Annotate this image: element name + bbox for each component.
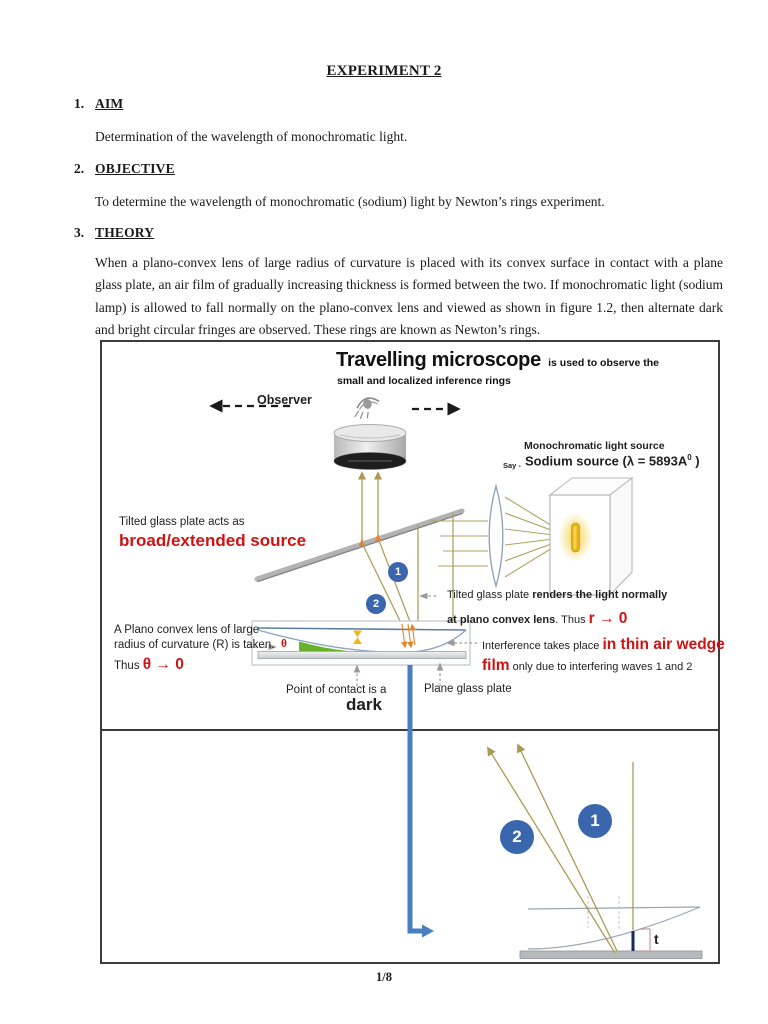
plano-note-line3: Thus θ → 0	[114, 656, 184, 673]
wave-2-badge: 2	[366, 594, 386, 614]
interference-note-line2: film only due to interfering waves 1 and 2	[482, 657, 693, 674]
microscope-caption-1: is used to observe the	[548, 357, 659, 369]
interference-note-line1: Interference takes place in thin air wedge	[482, 636, 725, 653]
normal-note-line2: at plano convex lens. Thus r → 0	[447, 610, 628, 627]
microscope-objective	[334, 425, 406, 470]
detail-base-plate	[520, 951, 702, 959]
wave-1-badge: 1	[388, 562, 408, 582]
source-say-label: Say -	[503, 461, 521, 470]
condenser-lens	[489, 486, 503, 586]
section-3-heading: THEORY	[95, 225, 155, 240]
plane-glass-plate-bar	[258, 652, 466, 659]
wave-2-badge-detail: 2	[500, 820, 534, 854]
normal-note-line1: Tilted glass plate renders the light normally	[447, 589, 668, 601]
microscope-title: Travelling microscope	[336, 349, 541, 371]
source-label-2: Sodium source ($\lambda = 5893A^0$ )	[525, 453, 700, 469]
page-number: 1/8	[376, 970, 392, 984]
plano-note-line2: radius of curvature (R) is taken.	[114, 639, 275, 651]
newtons-rings-figure	[100, 340, 725, 964]
detail-convex-surface	[528, 907, 700, 949]
thickness-bracket	[640, 929, 650, 951]
microscope-caption-2: small and localized inference rings	[337, 375, 511, 387]
observer-label: Observer	[257, 393, 312, 407]
section-2-number: 2.	[74, 161, 85, 176]
observer-eye-icon	[352, 396, 382, 421]
section-2-body: To determine the wavelength of monochromatic (sodium) light by Newton’s rings experiment.	[95, 194, 605, 209]
observer-scan-arrows	[212, 406, 458, 409]
section-1-heading: AIM	[95, 96, 124, 111]
r-to-zero: r → 0	[588, 610, 628, 627]
zoom-pointer-arrow	[410, 665, 434, 938]
microscope-title-row	[336, 349, 659, 372]
section-1-number: 1.	[74, 96, 85, 111]
wave-1-badge-detail: 1	[578, 804, 612, 838]
theory-paragraph: When a plano-convex lens of large radius of curvature is placed with its convex surface in contact with a plane glass plate, an air film of gradually increasing thickness is formed between the two. If monochromatic light (sodium lamp) is allowed to fall normally on the plano-convex lens and viewed as shown in figure 1.2, then alternate dark and bright circular fringes are observed. These rings are known as Newton’s rings.	[95, 255, 723, 338]
thickness-label: t	[654, 931, 659, 947]
sodium-lamp-box	[550, 478, 632, 595]
source-label-1: Monochromatic light source	[524, 440, 665, 452]
section-3-number: 3.	[74, 225, 85, 240]
plane-glass-plate-label: Plane glass plate	[424, 683, 512, 695]
theta-to-zero: θ → 0	[142, 656, 184, 673]
tilted-plate-note-red: broad/extended source	[119, 531, 307, 550]
section-1-body: Determination of the wavelength of monochromatic light.	[95, 129, 408, 144]
plano-note-line1: A Plano convex lens of large	[114, 624, 260, 636]
section-2-heading: OBJECTIVE	[95, 161, 175, 176]
contact-note-line1: Point of contact is a	[286, 684, 387, 696]
detail-flat-top	[528, 907, 700, 909]
angstrom-superscript: 0	[687, 453, 692, 462]
tilted-plate-note-plain: Tilted glass plate acts as	[119, 516, 245, 528]
page-title: EXPERIMENT 2	[326, 63, 442, 79]
theta-symbol: θ	[281, 638, 287, 650]
contact-note-dark: dark	[346, 695, 382, 714]
